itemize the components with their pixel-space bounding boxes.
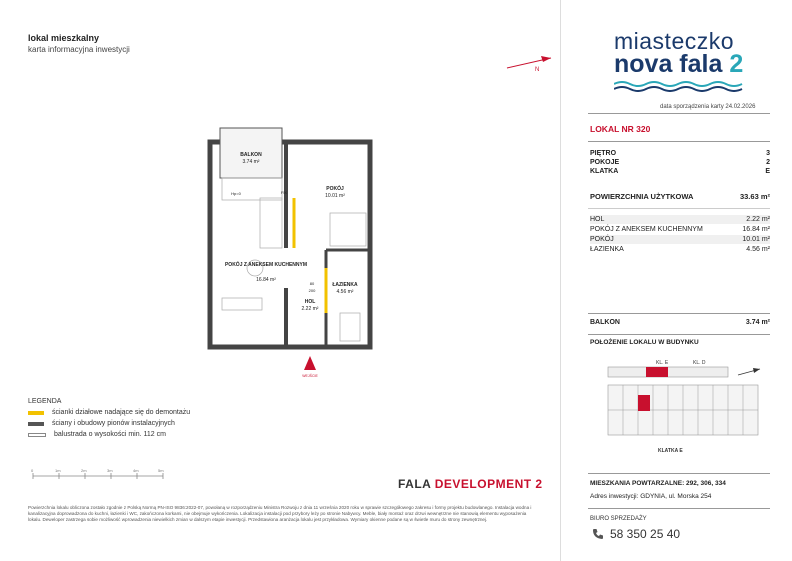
legend-item	[28, 420, 175, 427]
room-area-pokoj-aneks: 16.84 m²	[256, 277, 276, 283]
north-arrow-icon	[505, 52, 555, 72]
door-height-mark: 200	[308, 288, 316, 293]
legend-swatch	[28, 422, 44, 426]
legend-swatch	[28, 411, 44, 415]
brand-line2	[614, 50, 743, 79]
card-date: data sporządzenia karty 24.02.2026	[660, 104, 756, 110]
scale-tick: 1m	[55, 468, 61, 473]
area-total-value: 33.63 m²	[739, 192, 770, 201]
room-name-balkon: BALKON	[240, 152, 262, 158]
area-key: HOL	[590, 216, 605, 223]
area-value: 16.84 m²	[742, 226, 770, 233]
legend-label: balustrada o wysokości min. 112 cm	[54, 431, 166, 438]
klatka-label: KLATKA E	[658, 448, 683, 454]
unit-number: LOKAL NR 320	[590, 124, 651, 134]
building-position-map	[598, 355, 768, 455]
info-key: POKOJE	[590, 159, 620, 166]
area-value: 10.01 m²	[742, 236, 770, 243]
unit-highlight	[646, 367, 668, 377]
scale-tick: 0	[31, 468, 34, 473]
info-key: PIĘTRO	[590, 150, 617, 157]
compass-label: N	[535, 67, 540, 72]
footer-disclaimer: Powierzchnia lokalu obliczona zostało zgodnie z Polską Normą PN-ISO 9836:2022-07, powołaną w rozporządzeniu Ministra Rozwoju z dnia 11 września 2020 roku w sprawie szczegółowego zakresu i formy projektu budowlanego. Instalacja wodna i kanalizacyjna doprowadzona do kuchni, łazienki i WC, zakończona korkami, nie obejmuje wykończenia. Lokalizacja instalacji pod przybory leży po stronie Nabywcy. Meble, biały montaż oraz drzwi wewnętrzne nie stanowią elementu wyposażenia lokalu. Deweloper zastrzega sobie możliwość wprowadzenia niewielkich zmian w dalszym etapie inwestycji. Przedstawiona aranżacja lokalu jest przykładowa. Wymiary okienne podane są w świetle muru do strony zewnętrznej.	[28, 505, 532, 523]
floor-plan	[200, 118, 380, 383]
brand-name: nova fala	[614, 50, 723, 78]
legend-item	[28, 409, 190, 416]
info-value: 2	[766, 159, 770, 166]
area-total-key: POWIERZCHNIA UŻYTKOWA	[590, 192, 694, 201]
room-area-lazienka: 4.56 m²	[336, 289, 354, 295]
height-mark: Hp=0	[231, 191, 241, 196]
legend-item	[28, 431, 166, 438]
fix-mark: FIX	[280, 190, 288, 195]
kl-d-label: KL. D	[693, 360, 706, 366]
area-key: POKÓJ	[590, 236, 614, 243]
unit-type: lokal mieszkalny	[28, 33, 100, 43]
developer-name-2: DEVELOPMENT 2	[434, 477, 543, 491]
room-name-pokoj: POKÓJ	[326, 186, 344, 192]
door-width-mark: 80	[309, 281, 315, 286]
unit-highlight-plan	[638, 395, 650, 411]
area-key: POKÓJ Z ANEKSEM KUCHENNYM	[590, 226, 703, 233]
entrance-icon	[304, 356, 316, 370]
phone-number[interactable]: 58 350 25 40	[610, 527, 681, 541]
info-row	[590, 159, 770, 166]
room-area-pokoj: 10.01 m²	[325, 193, 345, 199]
area-total-row	[590, 192, 770, 201]
area-row	[590, 235, 770, 244]
info-value: E	[765, 168, 770, 175]
room-area-balkon: 3.74 m²	[242, 159, 260, 165]
area-row	[590, 215, 770, 224]
area-row	[590, 245, 770, 254]
area-key: ŁAZIENKA	[590, 246, 624, 253]
legend-title: LEGENDA	[28, 398, 62, 405]
legend-swatch	[28, 433, 46, 437]
legend-label: ścianki działowe nadające się do demontażu	[52, 409, 191, 416]
brand-number: 2	[729, 50, 744, 78]
area-row	[590, 225, 770, 234]
room-area-hol: 2.22 m²	[301, 306, 319, 312]
sales-office-label: BIURO SPRZEDAŻY	[590, 516, 647, 522]
wave-logo-icon	[614, 80, 744, 92]
info-key: KLATKA	[590, 168, 619, 175]
balcony-value: 3.74 m²	[745, 319, 770, 326]
legend-label: ściany i obudowy pionów instalacyjnych	[52, 420, 175, 427]
address: Adres inwestycji: GDYNIA, ul. Morska 254	[590, 493, 712, 500]
card-subtitle: karta informacyjna inwestycji	[28, 45, 130, 54]
scale-bar	[28, 468, 168, 482]
room-name-lazienka: ŁAZIENKA	[332, 282, 358, 288]
scale-tick: 2m	[81, 468, 87, 473]
area-value: 2.22 m²	[746, 216, 770, 223]
info-value: 3	[766, 150, 770, 157]
kl-e-label: KL. E	[656, 360, 669, 366]
phone-icon	[592, 528, 604, 540]
repeat-units: MIESZKANIA POWTARZALNE: 292, 306, 334	[590, 480, 726, 487]
scale-tick: 4m	[133, 468, 139, 473]
brand-line1: miasteczko	[614, 28, 735, 54]
area-value: 4.56 m²	[746, 246, 770, 253]
scale-tick: 3m	[107, 468, 113, 473]
entrance-label: WEJŚCIE	[302, 374, 318, 378]
room-name-pokoj-aneks: POKÓJ Z ANEKSEM KUCHENNYM	[224, 262, 308, 268]
developer-name-1: FALA	[398, 477, 431, 491]
info-row	[590, 150, 770, 157]
position-title: POŁOŻENIE LOKALU W BUDYNKU	[590, 339, 699, 346]
balcony-row	[590, 319, 770, 326]
developer-logo	[398, 477, 543, 491]
scale-tick: 5m	[158, 468, 164, 473]
balcony-key: BALKON	[590, 319, 620, 326]
info-row	[590, 168, 770, 175]
room-name-hol: HOL	[304, 299, 316, 305]
